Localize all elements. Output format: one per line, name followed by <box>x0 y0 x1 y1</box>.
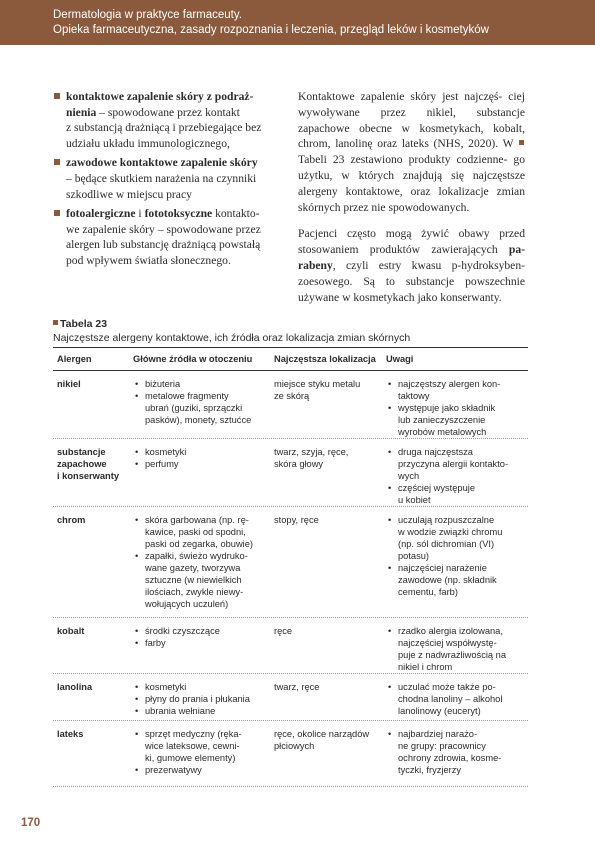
table-title: Najczęstsze alergeny kontaktowe, ich źródła oraz lokalizacja zmian skórnych <box>53 332 411 344</box>
table-caption <box>53 318 528 345</box>
location-line: ze skórą <box>274 391 310 401</box>
bullet-term: fototoksyczne <box>144 207 213 221</box>
location-line: ręce <box>274 626 293 636</box>
cell-sources <box>133 446 273 470</box>
bullet-line <box>66 155 279 171</box>
cell-text-line: wyrobów metalowych <box>398 427 487 437</box>
cell-allergen <box>57 728 127 740</box>
cell-text-line: pasków), monety, sztućce <box>145 415 252 425</box>
table-body <box>53 371 528 787</box>
table-header-row <box>53 347 528 371</box>
bullet-list-item <box>386 482 526 506</box>
cell-text-line: cementu, farb) <box>398 587 458 597</box>
cell-notes <box>386 514 526 598</box>
table-marker-icon <box>53 320 58 325</box>
bullet-list-item <box>133 764 273 776</box>
bullet-line <box>66 171 279 187</box>
bullet-list-item <box>133 693 273 705</box>
bullet-text: we zapalenie skóry – spowodowane przez <box>66 222 261 236</box>
cell-allergen <box>57 378 127 390</box>
header-sources: Główne źródła w otoczeniu <box>133 354 253 364</box>
allergen-line: chrom <box>57 515 86 525</box>
cell-sources <box>133 514 273 610</box>
table-row <box>53 674 528 721</box>
square-bullet-icon <box>54 210 60 216</box>
bullet-list-item <box>133 637 273 649</box>
bullet-item <box>53 206 279 268</box>
bullet-text: – spowodowane przez kontakt <box>96 105 240 119</box>
cell-notes <box>386 681 526 717</box>
allergen-line: nikiel <box>57 379 81 389</box>
cell-text-line: taktowy <box>398 391 430 401</box>
bullet-term: kontaktowe zapalenie skóry z podraż- <box>66 90 254 103</box>
cell-text-line: (np. sól dichromian (VI) <box>398 539 495 549</box>
square-bullet-icon <box>54 93 60 99</box>
left-column-bullet-list <box>53 89 279 273</box>
location-line: ręce, okolice narządów <box>274 729 370 739</box>
bullet-list-item <box>386 625 526 673</box>
allergen-line: lanolina <box>57 682 93 692</box>
header-location: Najczęstsza lokalizacja <box>274 354 376 364</box>
cell-text-line: ilościach, zwykle niewy- <box>145 587 244 597</box>
cell-text-line: • najczęściej narażenie <box>398 563 487 573</box>
cell-notes <box>386 446 526 506</box>
bullet-list-item <box>133 625 273 637</box>
bullet-line <box>66 206 279 222</box>
cell-text-line: zawodowe (np. składnik <box>398 575 497 585</box>
cell-text-line: lanolinowy (euceryt) <box>398 706 481 716</box>
cell-text-line: tyczki, fryzjerzy <box>398 765 462 775</box>
bullet-item <box>53 155 279 202</box>
cell-notes <box>386 625 526 673</box>
right-column-text <box>298 89 525 316</box>
cell-location <box>274 378 382 402</box>
cell-sources <box>133 728 273 776</box>
running-header <box>0 0 595 45</box>
cell-text-line: chodna lanoliny – alkohol <box>398 694 503 704</box>
allergen-line: substancje <box>57 447 106 457</box>
cell-text-line: • skóra garbowana (np. rę- <box>145 515 249 525</box>
bullet-line <box>66 222 279 238</box>
cell-location <box>274 514 382 526</box>
page-number: 170 <box>21 817 41 829</box>
cell-sources <box>133 681 273 717</box>
cell-text-line: najczęściej współwystę- <box>398 638 497 648</box>
cell-text-line: wice lateksowe, cewni- <box>145 741 240 751</box>
header-book-title: Dermatologia w praktyce farmaceuty. <box>53 9 242 21</box>
cell-text-line: • perfumy <box>145 459 179 469</box>
location-line: stopy, ręce <box>274 515 319 525</box>
bullet-line <box>66 136 279 152</box>
header-notes: Uwagi <box>386 354 414 364</box>
cell-allergen <box>57 625 127 637</box>
cell-allergen <box>57 681 127 693</box>
cell-text-line: • występuje jako składnik <box>398 403 496 413</box>
cell-location <box>274 728 382 752</box>
bullet-list-item <box>133 390 273 426</box>
cell-text-line: • farby <box>145 638 166 648</box>
bullet-list-item <box>133 550 273 610</box>
cell-notes <box>386 728 526 776</box>
bullet-text: pod wpływem światła słonecznego. <box>66 253 231 267</box>
cell-text-line: • prezerwatywy <box>145 765 202 775</box>
bullet-list-item <box>133 681 273 693</box>
bullet-line <box>66 237 279 253</box>
bullet-list-item <box>386 378 526 402</box>
bullet-list-item <box>133 458 273 470</box>
bullet-item <box>53 89 279 151</box>
cell-text-line: u kobiet <box>398 495 431 505</box>
cell-text-line: ochrony zdrowia, kosme- <box>398 753 502 763</box>
cell-text-line: • zapałki, świeżo wydruko- <box>145 551 248 561</box>
bullet-text: z substancją drażniącą i przebiegające bez <box>66 121 262 135</box>
cell-text-line: w wodzie związki chromu <box>398 527 503 537</box>
cell-text-line: potasu) <box>398 551 430 561</box>
cell-text-line: • częściej występuje <box>398 483 475 493</box>
cell-sources <box>133 625 273 649</box>
cell-text-line: kawice, paski od spodni, <box>145 527 246 537</box>
cell-text-line: puje z nadwrażliwością na <box>398 650 507 660</box>
bullet-line <box>66 89 279 105</box>
bullet-term: nienia <box>66 105 97 119</box>
cell-text-line: wane gazety, tworzywa <box>145 563 241 573</box>
cell-text-line: • metalowe fragmenty <box>145 391 229 401</box>
cell-text-line: • uczulać może także po- <box>398 682 496 692</box>
bullet-list-item <box>133 705 273 717</box>
location-line: płciowych <box>274 741 315 751</box>
bullet-text: alergen lub substancję drażniącą powstałą <box>66 238 261 252</box>
table-reference-marker <box>519 140 524 145</box>
bullet-list-item <box>133 514 273 550</box>
cell-location <box>274 446 382 470</box>
bullet-text: kontakto- <box>212 207 260 221</box>
allergen-line: lateks <box>57 729 84 739</box>
cell-text-line: • biżuteria <box>145 379 181 389</box>
allergen-line: kobalt <box>57 626 85 636</box>
bullet-term: fotoalergiczne <box>66 207 136 221</box>
cell-text-line: • najczęstszy alergen kon- <box>398 379 501 389</box>
paragraph-contact-dermatitis: Kontaktowe zapalenie skóry jest najczęś- ciej wywoływane przez nikiel, substancje zapachowe obecne w kosmetykach, kobalt, chrom, lanolinę oraz lateks (NHS, 2020). W Tabeli 23 zestawiono produkty codzienne- go użytku, w których znajdują się najczęstsze alergeny kontaktowe, oraz lokalizacje zmian skórnych przez nie spowodowanych. <box>298 90 525 214</box>
cell-allergen <box>57 514 127 526</box>
cell-text-line: wołujących uczuleń) <box>145 599 229 609</box>
cell-text-line: • najbardziej narażo- <box>398 729 478 739</box>
bullet-list-item <box>133 728 273 764</box>
header-allergen: Alergen <box>57 354 92 364</box>
cell-text-line: • ubrania wełniane <box>145 706 216 716</box>
table-row <box>53 618 528 674</box>
cell-text-line: sztuczne (w niewielkich <box>145 575 242 585</box>
bullet-list-item <box>386 446 526 482</box>
cell-text-line: • rzadko alergia izolowana, <box>398 626 503 636</box>
bullet-line <box>66 120 279 136</box>
cell-text-line: nikiel i chrom <box>398 662 453 672</box>
cell-text-line: • środki czyszczące <box>145 626 220 636</box>
bullet-term: zawodowe kontaktowe zapalenie skóry <box>66 156 258 170</box>
bullet-list-item <box>386 681 526 717</box>
cell-location <box>274 625 382 637</box>
cell-text-line: przyczyna alergii kontakto- <box>398 459 509 469</box>
square-bullet-icon <box>54 159 60 165</box>
cell-allergen <box>57 446 127 482</box>
bullet-text: udziału układu immunologicznego, <box>66 136 230 150</box>
allergen-line: i konserwanty <box>57 471 120 481</box>
cell-text-line: paski od zegarka, obuwie) <box>145 539 254 549</box>
bullet-list-item <box>133 378 273 390</box>
table-label: Tabela 23 <box>60 318 108 330</box>
cell-text-line: • płyny do prania i płukania <box>145 694 250 704</box>
location-line: twarz, ręce <box>274 682 320 692</box>
cell-text-line: ne grupy: pracownicy <box>398 741 486 751</box>
cell-sources <box>133 378 273 426</box>
cell-text-line: • druga najczęstsza <box>398 447 473 457</box>
cell-text-line: ubrań (guziki, sprzączki <box>145 403 243 413</box>
bullet-line <box>66 105 279 121</box>
bullet-list-item <box>133 446 273 458</box>
table-row <box>53 439 528 507</box>
cell-text-line: lub zanieczyszczenie <box>398 415 486 425</box>
location-line: skóra głowy <box>274 459 324 469</box>
cell-location <box>274 681 382 693</box>
table-row <box>53 721 528 787</box>
bullet-list-item <box>386 562 526 598</box>
bullet-list-item <box>386 402 526 438</box>
paragraph-parabens: Pacjenci często mogą żywić obawy przed stosowaniem produktów zawierających pa- rabeny, czyli estry kwasu p-hydroksyben- zoesowego. Są to substancje powszechnie używane w kosmetykach jako konserwanty. <box>298 227 525 304</box>
bullet-text: – będące skutkiem narażenia na czynniki <box>66 171 257 185</box>
location-line: twarz, szyja, ręce, <box>274 447 349 457</box>
cell-text-line: • kosmetyki <box>145 447 187 457</box>
cell-text-line: • kosmetyki <box>145 682 187 692</box>
bullet-text: i <box>135 207 145 221</box>
bullet-list-item <box>386 514 526 562</box>
bullet-text: szkodliwe w miejscu pracy <box>66 187 192 201</box>
header-book-subtitle: Opieka farmaceutyczna, zasady rozpoznania i leczenia, przegląd leków i kosmetyków <box>53 24 489 36</box>
table-row <box>53 507 528 618</box>
bullet-list-item <box>386 728 526 776</box>
table-row <box>53 371 528 439</box>
allergen-line: zapachowe <box>57 459 107 469</box>
bullet-line <box>66 253 279 269</box>
allergens-table <box>53 347 528 787</box>
cell-text-line: • uczulają rozpuszczalne <box>398 515 495 525</box>
location-line: miejsce styku metalu <box>274 379 361 389</box>
cell-notes <box>386 378 526 438</box>
cell-text-line: wych <box>398 471 420 481</box>
cell-text-line: ki, gumowe elementy) <box>145 753 236 763</box>
cell-text-line: • sprzęt medyczny (ręka- <box>145 729 242 739</box>
bullet-line <box>66 187 279 203</box>
